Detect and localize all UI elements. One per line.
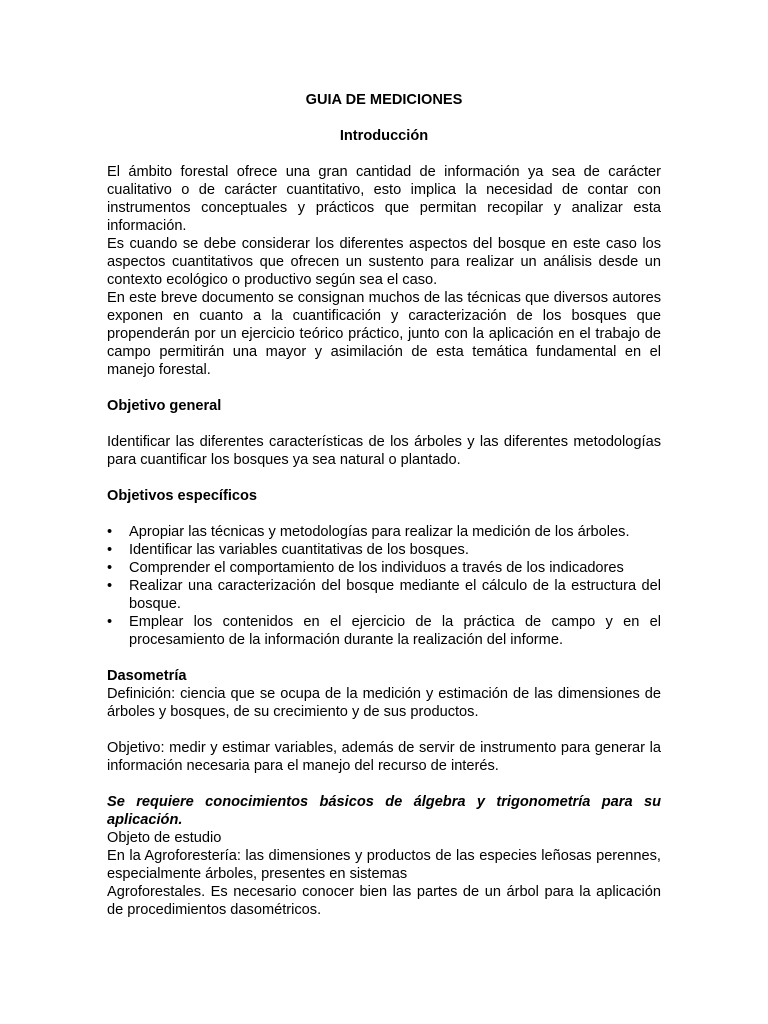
list-item-text: Comprender el comportamiento de los individuos a través de los indicadores bbox=[129, 560, 624, 576]
list-item-text: Apropiar las técnicas y metodologías para realizar la medición de los árboles. bbox=[129, 524, 630, 540]
list-item bbox=[107, 523, 661, 541]
document-page bbox=[107, 91, 661, 919]
intro-paragraph-2: Es cuando se debe considerar los diferentes aspectos del bosque en este caso los aspectos cuantitativos que ofrecen un sustento para realizar un análisis desde un contexto ecológico o productivo según sea el caso. bbox=[107, 236, 661, 288]
list-item bbox=[107, 559, 661, 577]
specific-objectives-list bbox=[107, 523, 661, 649]
spacer bbox=[107, 379, 661, 397]
bullet-icon: • bbox=[107, 560, 113, 576]
study-object-line-2: Agroforestales. Es necesario conocer bien las partes de un árbol para la aplicación de procedimientos dasométricos. bbox=[107, 884, 661, 918]
requirement-note: Se requiere conocimientos básicos de álgebra y trigonometría para su aplicación. bbox=[107, 794, 661, 828]
bullet-icon: • bbox=[107, 578, 113, 594]
dasometria-objective: Objetivo: medir y estimar variables, además de servir de instrumento para generar la información necesaria para el manejo del recurso de interés. bbox=[107, 740, 661, 774]
list-item-text: Realizar una caracterización del bosque mediante el cálculo de la estructura del bosque. bbox=[129, 578, 661, 612]
list-item bbox=[107, 577, 661, 613]
dasometria-definition: Definición: ciencia que se ocupa de la medición y estimación de las dimensiones de árboles y bosques, de su crecimiento y de sus productos. bbox=[107, 686, 661, 720]
list-item-text: Identificar las variables cuantitativas de los bosques. bbox=[129, 542, 469, 558]
spacer bbox=[107, 505, 661, 523]
bullet-icon: • bbox=[107, 542, 113, 558]
dasometria-heading: Dasometría bbox=[107, 668, 187, 684]
intro-paragraph-1: El ámbito forestal ofrece una gran cantidad de información ya sea de carácter cualitativo o de carácter cuantitativo, esto implica la necesidad de contar con instrumentos conceptuales y prácticos que permitan recopilar y analizar esta información. bbox=[107, 164, 661, 234]
list-item bbox=[107, 541, 661, 559]
spacer bbox=[107, 469, 661, 487]
study-object-line-1: En la Agroforestería: las dimensiones y productos de las especies leñosas perennes, especialmente árboles, presentes en sistemas bbox=[107, 848, 661, 882]
general-objective-heading: Objetivo general bbox=[107, 398, 222, 414]
spacer bbox=[107, 775, 661, 793]
spacer bbox=[107, 145, 661, 163]
intro-heading: Introducción bbox=[339, 128, 429, 144]
document-title: GUIA DE MEDICIONES bbox=[305, 92, 463, 108]
general-objective-text: Identificar las diferentes características de los árboles y las diferentes metodologías para cuantificar los bosques ya sea natural o plantado. bbox=[107, 434, 661, 468]
bullet-icon: • bbox=[107, 614, 113, 630]
list-item bbox=[107, 613, 661, 649]
intro-paragraph-3: En este breve documento se consignan muchos de las técnicas que diversos autores exponen en cuanto a la cuantificación y caracterización de los bosques que propenderán por un ejercicio teórico práctico, junto con la aplicación en el trabajo de campo permitirán una mayor y asimilación de esta temática fundamental en el manejo forestal. bbox=[107, 290, 661, 378]
list-item-text: Emplear los contenidos en el ejercicio de la práctica de campo y en el procesamiento de la información durante la realización del informe. bbox=[129, 614, 661, 648]
study-object-label: Objeto de estudio bbox=[107, 830, 222, 846]
specific-objectives-heading: Objetivos específicos bbox=[107, 488, 258, 504]
spacer bbox=[107, 649, 661, 667]
spacer bbox=[107, 721, 661, 739]
spacer bbox=[107, 415, 661, 433]
bullet-icon: • bbox=[107, 524, 113, 540]
